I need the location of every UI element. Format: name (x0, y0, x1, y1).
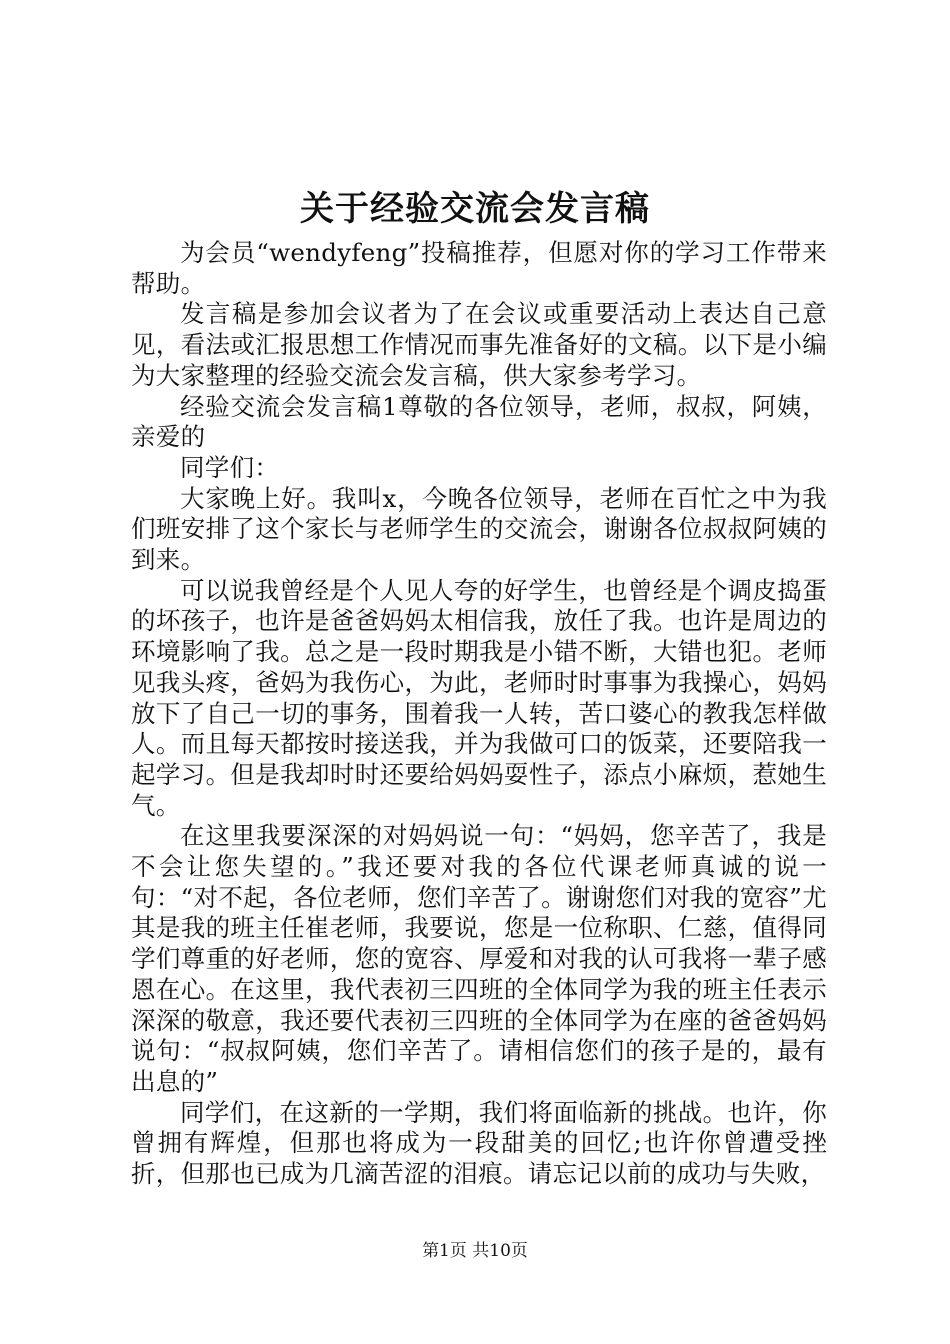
paragraph: 为会员“wendyfeng”投稿推荐，但愿对你的学习工作带来帮助。 (131, 238, 827, 298)
paragraph: 同学们，在这新的一学期，我们将面临新的挑战。也许，你曾拥有辉煌，但那也将成为一段甜美的回忆;也许你曾遭受挫折，但那也已成为几滴苦涩的泪痕。请忘记以前的成功与失败， (131, 1097, 827, 1189)
document-title: 关于经验交流会发言稿 (300, 189, 650, 229)
paragraph: 大家晚上好。我叫x，今晚各位领导，老师在百忙之中为我们班安排了这个家长与老师学生的交流会，谢谢各位叔叔阿姨的到来。 (131, 483, 827, 575)
page-footer: 第1页 共10页 (422, 1241, 528, 1261)
paragraph: 可以说我曾经是个人见人夸的好学生，也曾经是个调皮捣蛋的坏孩子，也许是爸爸妈妈太相信我，放任了我。也许是周边的环境影响了我。总之是一段时期我是小错不断，大错也犯。老师见我头疼，爸妈为我伤心，为此，老师时时事事为我操心，妈妈放下了自己一切的事务，围着我一人转，苦口婆心的教我怎样做人。而且每天都按时接送我，并为我做可口的饭菜，还要陪我一起学习。但是我却时时还要给妈妈耍性子，添点小麻烦，惹她生气。 (131, 575, 827, 820)
paragraph: 同学们： (180, 452, 280, 482)
document-body (131, 238, 827, 1190)
paragraph: 发言稿是参加会议者为了在会议或重要活动上表达自己意见，看法或汇报思想工作情况而事先准备好的文稿。以下是小编为大家整理的经验交流会发言稿，供大家参考学习。 (131, 299, 827, 390)
paragraph: 经验交流会发言稿1尊敬的各位领导，老师，叔叔，阿姨，亲爱的 (131, 391, 827, 452)
paragraph: 在这里我要深深的对妈妈说一句：“妈妈，您辛苦了，我是不会让您失望的。”我还要对我的各位代课老师真诚的说一句：“对不起，各位老师，您们辛苦了。谢谢您们对我的宽容”尤其是我的班主任崔老师，我要说，您是一位称职、仁慈，值得同学们尊重的好老师，您的宽容、厚爱和对我的认可我将一辈子感恩在心。在这里，我代表初三四班的全体同学为我的班主任表示深深的敬意，我还要代表初三四班的全体同学为在座的爸爸妈妈说句：“叔叔阿姨，您们辛苦了。请相信您们的孩子是的，最有出息的” (131, 821, 827, 1096)
